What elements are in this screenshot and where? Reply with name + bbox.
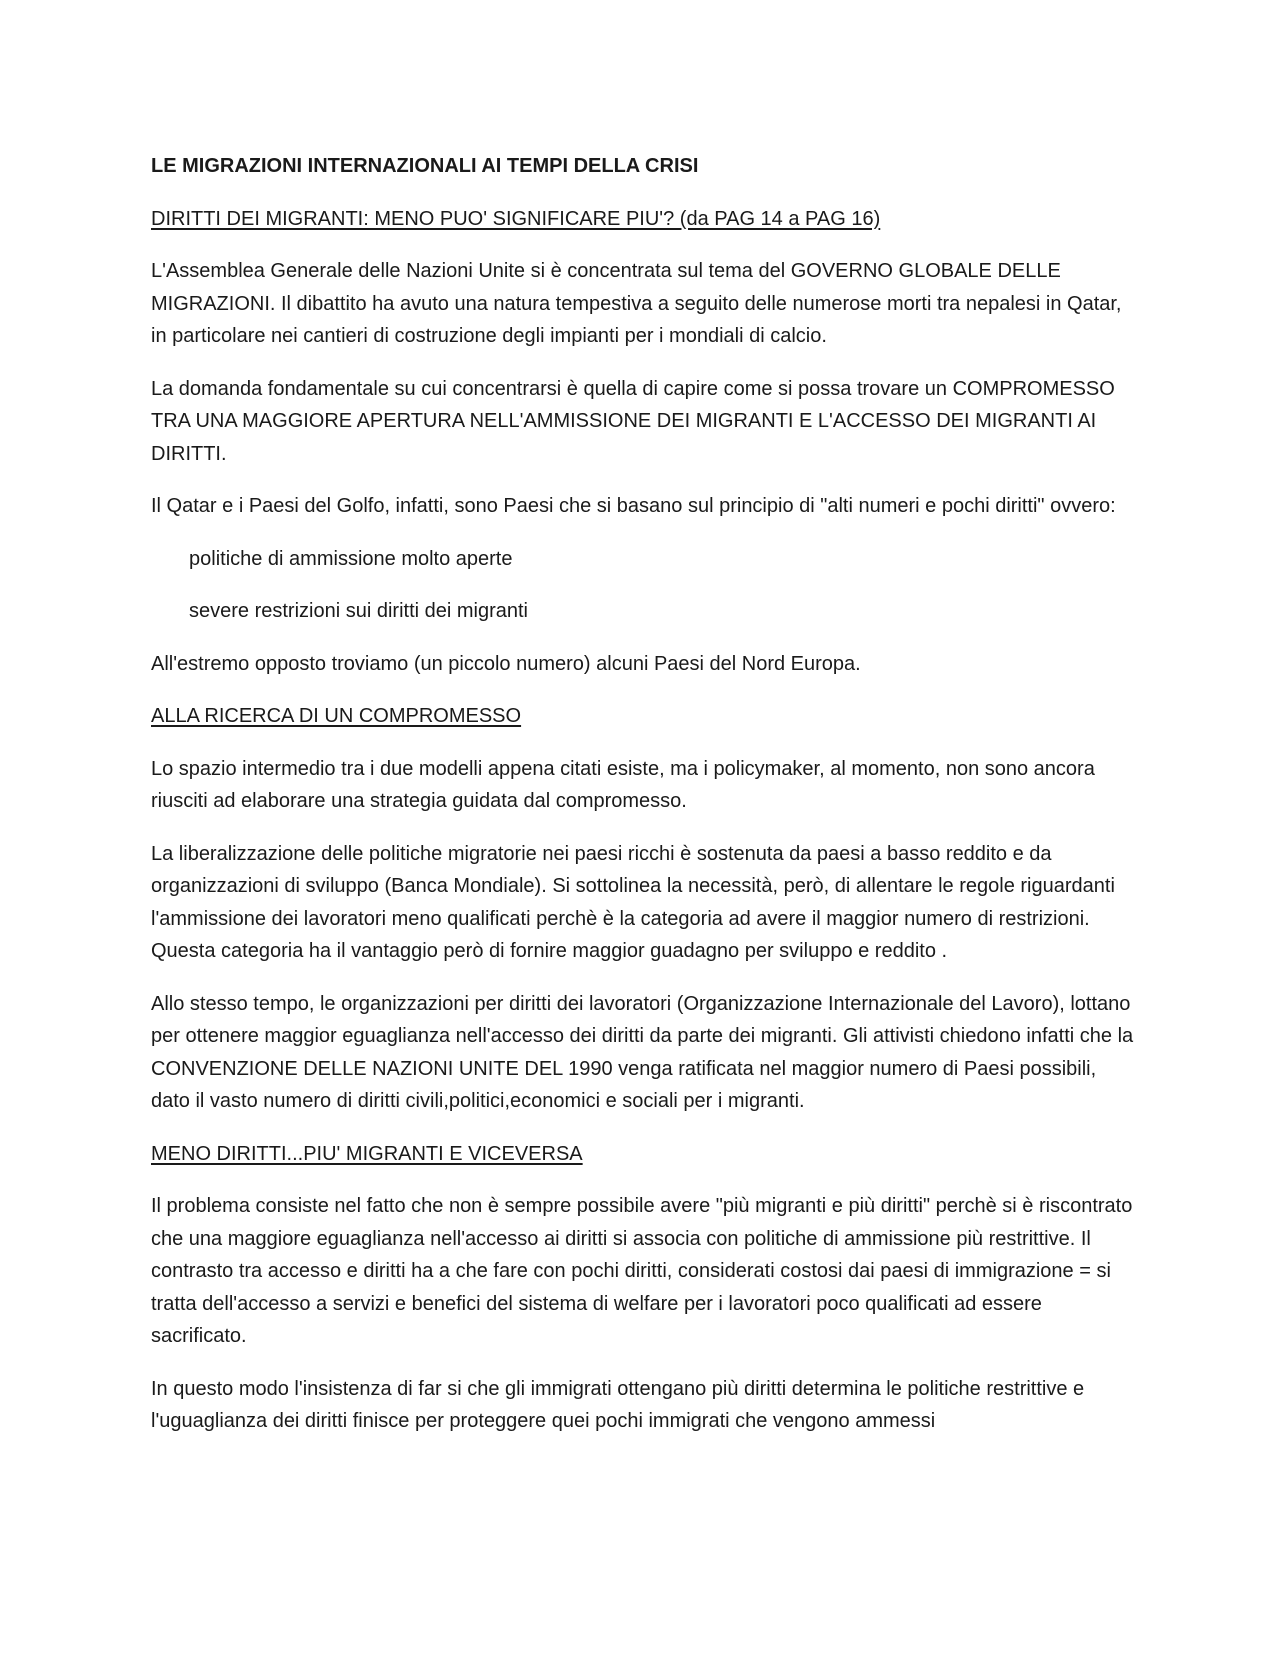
document-title: LE MIGRAZIONI INTERNAZIONALI AI TEMPI DELLA CRISI: [151, 155, 699, 177]
section-heading-diritti-migranti: DIRITTI DEI MIGRANTI: MENO PUO' SIGNIFICARE PIU'? (da PAG 14 a PAG 16): [151, 207, 881, 230]
list-item: politiche di ammissione molto aperte: [189, 547, 513, 570]
paragraph-stesso-tempo: Allo stesso tempo, le organizzazioni per diritti dei lavoratori (Organizzazione Internazionale del Lavoro), lottano per ottenere maggior eguaglianza nell'accesso dei diritti da parte dei migranti. Gli attivisti chiedono infatti che la CONVENZIONE DELLE NAZIONI UNITE DEL 1990 venga ratificata nel maggior numero di Paesi possibili, dato il vasto numero di diritti civili,politici,economici e sociali per i migranti.: [151, 992, 1134, 1112]
section-heading-compromesso: ALLA RICERCA DI UN COMPROMESSO: [151, 705, 522, 727]
paragraph-problema: Il problema consiste nel fatto che non è sempre possibile avere "più migranti e più diritti" perchè si è riscontrato che una maggiore eguaglianza nell'accesso ai diritti si associa con politiche di ammissione più restrittive. Il contrasto tra accesso e diritti ha a che fare con pochi diritti, considerati costosi dai paesi di immigrazione = si tratta dell'accesso a servizi e benefici del sistema di welfare per i lavoratori poco qualificati ad essere sacrificato.: [151, 1195, 1133, 1347]
document-page: [151, 150, 1136, 1458]
section-heading-meno-diritti: MENO DIRITTI...PIU' MIGRANTI E VICEVERSA: [151, 1142, 583, 1165]
paragraph-liberalizzazione: La liberalizzazione delle politiche migratorie nei paesi ricchi è sostenuta da paesi a basso reddito e da organizzazioni di sviluppo (Banca Mondiale). Si sottolinea la necessità, però, di allentare le regole riguardanti l'ammissione dei lavoratori meno qualificati perchè è la categoria ad avere il maggior numero di restrizioni. Questa categoria ha il vantaggio però di fornire maggior guadagno per sviluppo e reddito .: [151, 842, 1115, 962]
paragraph-spazio-intermedio: Lo spazio intermedio tra i due modelli appena citati esiste, ma i policymaker, al momento, non sono ancora riusciti ad elaborare una strategia guidata dal compromesso.: [151, 757, 1095, 812]
paragraph-domanda-fondamentale: La domanda fondamentale su cui concentrarsi è quella di capire come si possa trovare un COMPROMESSO TRA UNA MAGGIORE APERTURA NELL'AMMISSIONE DEI MIGRANTI E L'ACCESSO DEI MIGRANTI AI DIRITTI.: [151, 377, 1115, 465]
paragraph-assemblea-generale: L'Assemblea Generale delle Nazioni Unite si è concentrata sul tema del GOVERNO GLOBALE DELLE MIGRAZIONI. Il dibattito ha avuto una natura tempestiva a seguito delle numerose morti tra nepalesi in Qatar, in particolare nei cantieri di costruzione degli impianti per i mondiali di calcio.: [151, 260, 1122, 347]
paragraph-insistenza: In questo modo l'insistenza di far si che gli immigrati ottengano più diritti determina le politiche restrittive e l'uguaglianza dei diritti finisce per proteggere quei pochi immigrati che vengono ammessi: [151, 1377, 1085, 1432]
paragraph-estremo-opposto: All'estremo opposto troviamo (un piccolo numero) alcuni Paesi del Nord Europa.: [151, 652, 861, 675]
list-item: severe restrizioni sui diritti dei migranti: [189, 600, 529, 622]
paragraph-qatar-golfo: Il Qatar e i Paesi del Golfo, infatti, sono Paesi che si basano sul principio di "alti numeri e pochi diritti" ovvero:: [151, 495, 1116, 517]
